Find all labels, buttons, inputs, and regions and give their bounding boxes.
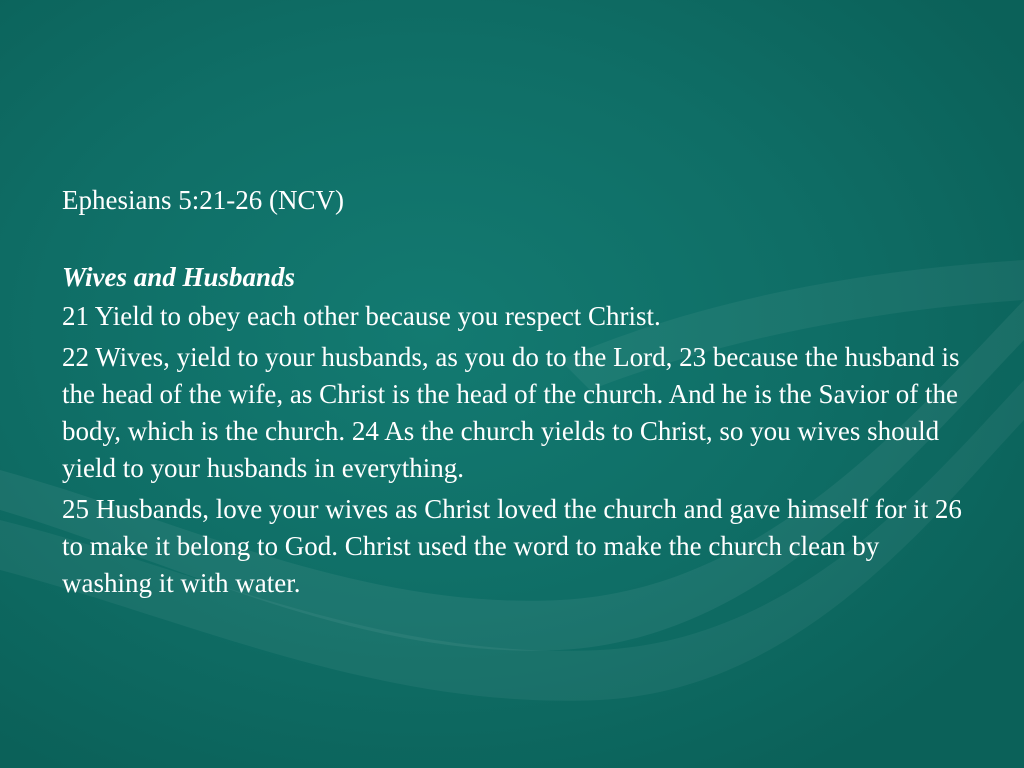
section-heading: Wives and Husbands [62,262,296,292]
slide-content [62,182,962,606]
verse-paragraph-3: 25 Husbands, love your wives as Christ loved the church and gave himself for it 26 to make it belong to God. Christ used the word to make the church clean by washing it with water. [62,494,962,598]
scripture-reference: Ephesians 5:21-26 (NCV) [62,185,344,215]
verse-paragraph-1: 21 Yield to obey each other because you respect Christ. [62,301,661,331]
verse-paragraph-2: 22 Wives, yield to your husbands, as you do to the Lord, 23 because the husband is the head of the wife, as Christ is the head of the church. And he is the Savior of the body, which is the church. 24 As the church yields to Christ, so you wives should yield to your husbands in everything. [62,342,960,483]
